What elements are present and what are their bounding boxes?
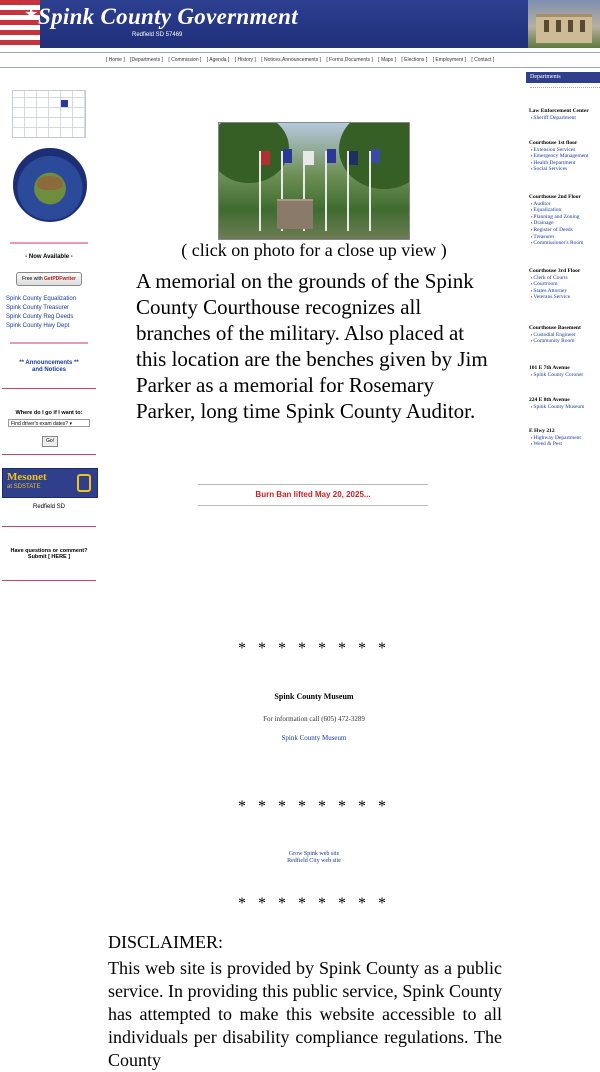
- building-window: [544, 20, 549, 32]
- nav-elections[interactable]: [ Elections ]: [401, 57, 428, 63]
- feedback-link[interactable]: [0, 548, 98, 560]
- section-title: 224 E 8th Avenue: [529, 397, 570, 403]
- star-icon: ★: [24, 6, 39, 23]
- where-select[interactable]: Find driver's exam dates? ▾: [8, 419, 90, 427]
- museum-title: Spink County Museum: [274, 692, 354, 701]
- memorial-monument: [277, 199, 313, 229]
- flag: [305, 151, 314, 165]
- burn-ban-notice[interactable]: Burn Ban lifted May 20, 2025...: [198, 484, 428, 506]
- nav-contact[interactable]: [ Contact ]: [471, 57, 495, 63]
- flagpole: [325, 151, 327, 231]
- flag: [327, 149, 336, 163]
- divider: [10, 342, 88, 344]
- site-title[interactable]: Spink County Government: [38, 4, 298, 29]
- section-courthouse-2nd: [529, 194, 600, 247]
- section-title: Courthouse 3rd Floor: [529, 268, 581, 274]
- nav-history[interactable]: [ History ]: [234, 57, 256, 63]
- museum-site-link[interactable]: Spink County Museum: [281, 734, 347, 742]
- where-question: Where do I go if I want to:: [15, 410, 83, 416]
- announcements-line2: and Notices: [31, 367, 66, 373]
- disclaimer-title: DISCLAIMER:: [108, 932, 224, 952]
- section-title: Courthouse Basement: [529, 325, 581, 331]
- divider: [2, 580, 96, 581]
- building-window: [556, 20, 561, 32]
- dept-link[interactable]: ▪ Commissioner's Room: [529, 240, 600, 247]
- announcements-line1: ** Announcements **: [19, 360, 79, 366]
- dept-link[interactable]: ▪ Auditor: [529, 201, 600, 208]
- dept-link[interactable]: ▪ Highway Department: [529, 435, 600, 442]
- dept-link[interactable]: ▪ Community Room: [529, 338, 600, 345]
- divider: [2, 454, 96, 455]
- site-subtitle: Redfield SD 57469: [132, 32, 183, 38]
- nav-forms[interactable]: [ Forms,Documents ]: [326, 57, 373, 63]
- flag: [283, 149, 292, 163]
- mesonet-subtitle: at SDSTATE: [7, 484, 41, 490]
- county-seal: [13, 148, 87, 222]
- nav-employment[interactable]: [ Employment ]: [432, 57, 466, 63]
- divider: [2, 526, 96, 527]
- south-dakota-map[interactable]: [12, 90, 86, 138]
- building-window: [568, 20, 573, 32]
- dept-link[interactable]: ▪ Emergency Management: [529, 153, 600, 160]
- dept-link[interactable]: ▪ Drainage: [529, 220, 600, 227]
- mesonet-title: Mesonet: [7, 471, 47, 483]
- memorial-photo[interactable]: [218, 122, 410, 240]
- now-available-label: - Now Available -: [25, 254, 73, 260]
- grow-spink-link[interactable]: Grow Spink web site: [288, 851, 340, 857]
- pdf-prefix: Free with: [22, 276, 43, 282]
- section-title: Law Enforcement Center: [529, 108, 589, 114]
- star-separator: * * * * * * * *: [238, 798, 390, 815]
- mesonet-banner[interactable]: [2, 468, 98, 498]
- site-header: [0, 0, 600, 48]
- link-reg-deeds[interactable]: Spink County Reg Deeds: [6, 314, 74, 320]
- dept-link[interactable]: ▪ Social Services: [529, 166, 600, 173]
- photo-caption: ( click on photo for a close up view ): [181, 240, 447, 260]
- weather-station-icon: [77, 474, 91, 492]
- feedback-line2: Submit [ HERE ]: [27, 554, 71, 560]
- museum-phone: For information call (605) 472-3289: [263, 715, 365, 723]
- feedback-line1: Have questions or comment?: [10, 548, 88, 554]
- left-links: [6, 295, 98, 331]
- dept-link[interactable]: ▪ Veterans Service: [529, 294, 600, 301]
- spink-county-marker: [61, 100, 68, 107]
- dept-link[interactable]: ▪ Clerk of Courts: [529, 275, 600, 282]
- dept-link[interactable]: ▪ States Attorney: [529, 288, 600, 295]
- get-pdf-writer-button[interactable]: [16, 272, 82, 286]
- section-courthouse-3rd: [529, 268, 600, 301]
- pdf-brand: GetPDFwriter: [44, 276, 76, 282]
- memorial-text: A memorial on the grounds of the Spink County Courthouse recognizes all branches of the military. Also placed at this location are the benches given by Jim Parker as a memorial for Rosemary Parker, long time Spink County Auditor.: [136, 269, 488, 423]
- disclaimer-text: This web site is provided by Spink County as a public service. In providing this public service, Spink County has attempted to make this website accessible to all individuals per disability compliance regulations. The County: [108, 958, 502, 1070]
- external-links: [164, 851, 464, 865]
- section-title: 101 E 7th Avenue: [529, 365, 570, 371]
- section-7th-avenue: [529, 365, 600, 378]
- flag: [261, 151, 270, 165]
- courthouse-photo: [528, 0, 600, 48]
- dept-link[interactable]: ▪ Spink County Coroner: [529, 372, 600, 379]
- divider: [2, 388, 96, 389]
- divider: [10, 242, 88, 244]
- redfield-weather-link[interactable]: Redfield SD: [32, 504, 65, 510]
- building-window: [580, 20, 585, 32]
- dept-link[interactable]: ▪ Planning and Zoning: [529, 214, 600, 221]
- museum-link: [164, 734, 464, 742]
- section-8th-avenue: [529, 397, 600, 410]
- departments-header: Departments: [526, 72, 600, 83]
- pheasant-emblem: [37, 176, 63, 190]
- nav-commission[interactable]: [ Commission ]: [168, 57, 202, 63]
- dept-link[interactable]: ▪ Register of Deeds: [529, 227, 600, 234]
- tree: [218, 122, 289, 183]
- dept-link[interactable]: ▪ Treasurer: [529, 234, 600, 241]
- dept-link[interactable]: ▪ Spink County Museum: [529, 404, 600, 411]
- section-title: Courthouse 2nd Floor: [529, 194, 581, 200]
- link-treasurer[interactable]: Spink County Treasurer: [6, 305, 70, 311]
- link-hwy-dept[interactable]: Spink County Hwy Dept: [6, 323, 70, 329]
- section-title: E Hwy 212: [529, 428, 555, 434]
- dept-link[interactable]: ▪ Extension Services: [529, 147, 600, 154]
- top-nav: [0, 52, 600, 68]
- divider: [530, 84, 600, 88]
- dept-link[interactable]: ▪ Sheriff Department: [529, 115, 600, 122]
- nav-notices[interactable]: [ Notices,Announcements ]: [261, 57, 321, 63]
- go-button[interactable]: Go!: [42, 436, 58, 447]
- nav-home[interactable]: [ Home ]: [105, 57, 125, 63]
- section-courthouse-basement: [529, 325, 600, 345]
- dept-link[interactable]: ▪ Weed & Pest: [529, 441, 600, 448]
- dept-link[interactable]: ▪ Health Department: [529, 160, 600, 167]
- flag: [349, 151, 358, 165]
- section-hwy-212: [529, 428, 600, 448]
- nav-maps[interactable]: [ Maps ]: [378, 57, 396, 63]
- flag: [371, 149, 380, 163]
- dept-link[interactable]: ▪ Courtroom: [529, 281, 600, 288]
- section-title: Courthouse 1st floor: [529, 140, 578, 146]
- dept-link[interactable]: ▪ Equalization: [529, 207, 600, 214]
- star-separator: * * * * * * * *: [238, 640, 390, 657]
- dept-link[interactable]: ▪ Custodial Engineer: [529, 332, 600, 339]
- star-separator: * * * * * * * *: [238, 895, 390, 912]
- flagpole: [369, 151, 371, 231]
- announcements-link[interactable]: [0, 360, 98, 374]
- section-courthouse-1st: [529, 140, 600, 173]
- link-equalization[interactable]: Spink County Equalization: [6, 296, 77, 302]
- section-law-enforcement: [529, 108, 600, 121]
- redfield-city-link[interactable]: Redfield City web site: [287, 858, 341, 864]
- nav-departments[interactable]: [Departments ]: [130, 57, 163, 63]
- nav-agenda[interactable]: [ Agenda ]: [206, 57, 230, 63]
